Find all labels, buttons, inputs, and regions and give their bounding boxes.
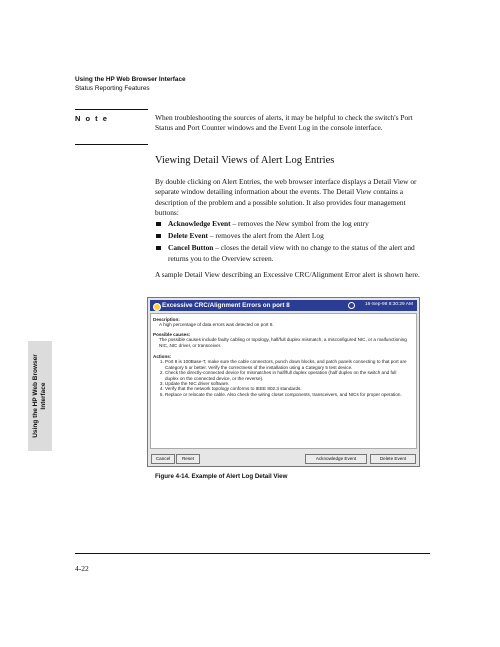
action-item: 3. Update the NIC driver software. — [165, 381, 411, 386]
clock-icon — [348, 302, 355, 309]
bullet-square-icon — [156, 222, 161, 227]
note-rule-bottom — [75, 144, 148, 145]
actions-list — [153, 359, 411, 397]
detail-view-screenshot — [147, 297, 420, 467]
detail-view-timestamp: 16-Sep-98 8:30:29 AM — [364, 302, 413, 308]
acknowledge-event-button[interactable]: Acknowledge Event — [305, 454, 367, 464]
sample-paragraph: A sample Detail View describing an Excessive CRC/Alignment Error alert is shown here. — [155, 270, 420, 279]
note-label: N o t e — [75, 114, 109, 123]
running-header-subtitle: Status Reporting Features — [75, 85, 150, 92]
bullet-term: Delete Event — [168, 231, 209, 241]
management-buttons-list — [155, 219, 430, 266]
detail-view-panel — [150, 313, 417, 449]
actions-section — [153, 354, 411, 397]
bullet-square-icon — [156, 234, 161, 239]
intro-paragraph: By double clicking on Alert Entries, the web browser interface displays a Detail View or separate window detailing information about the events. The Detail View contains a description of the problem and a possible solution. It also provides four management buttons: — [155, 177, 417, 217]
bullet-term: Cancel Button — [168, 243, 214, 253]
note-rule-top — [75, 109, 148, 110]
list-item — [155, 231, 430, 241]
page-number: 4-22 — [75, 564, 89, 573]
side-tab-line: Using the HP Web Browser — [32, 354, 39, 438]
note-text: When troubleshooting the sources of alerts, it may be helpful to check the switch's Port Status and Port Counter windows and the Event Log in the console interface. — [155, 113, 413, 132]
chapter-side-tab-label — [32, 354, 48, 438]
figure-caption: Figure 4-14. Example of Alert Log Detail View — [155, 473, 288, 480]
detail-view-titlebar — [150, 300, 417, 311]
action-item: 5. Replace or relocate the cable. Also check the wiring closet components, transceivers, and NICs for proper operation. — [165, 392, 411, 397]
list-item — [155, 219, 430, 229]
section-heading: Viewing Detail Views of Alert Log Entries — [155, 155, 335, 166]
causes-section — [153, 332, 411, 348]
reset-button[interactable]: Reset — [176, 454, 200, 464]
side-tab-line: Interface — [40, 382, 47, 410]
detail-view-title: Excessive CRC/Alignment Errors on port 8 — [162, 301, 290, 309]
bullet-desc: – removes the alert from the Alert Log — [208, 231, 324, 241]
bullet-desc: – removes the New symbol from the log entry — [230, 219, 369, 228]
causes-text: The possible causes include faulty cabling or topology, half/full duplex mismatch, a misconfigured NIC, or a malfunctioning NIC, NIC driver, or transceiver. — [159, 337, 407, 348]
bullet-square-icon — [156, 246, 161, 251]
action-item: 4. Verify that the network topology conforms to IEEE 802.3 standards. — [165, 386, 411, 391]
action-item: 1. Port 8 is 100Base-T, make sure the cable connectors, punch down blocks, and patch panels connecting to that port are Category 5 or better. Verify the correctness of the installation using a Category 5 test device. — [165, 359, 411, 370]
action-item: 2. Check the directly-connected device for mismatches in half/full duplex operation (half duplex on the switch and full duplex on the connected device, or the reverse). — [165, 370, 411, 381]
description-section — [153, 317, 411, 328]
footer-rule — [75, 553, 430, 554]
cancel-button[interactable]: Cancel — [151, 454, 175, 464]
bullet-desc: – closes the detail view with no change to the status of the alert and returns you to the Overview screen. — [168, 243, 415, 263]
list-item — [155, 243, 430, 263]
description-label: Description: — [153, 317, 180, 322]
alert-dot-icon — [153, 303, 161, 311]
causes-label: Possible causes: — [153, 332, 191, 337]
running-header-title: Using the HP Web Browser Interface — [75, 76, 186, 83]
actions-label: Actions: — [153, 354, 172, 359]
description-text: A high percentage of data errors was detected on port 8. — [159, 322, 274, 328]
delete-event-button[interactable]: Delete Event — [370, 454, 416, 464]
bullet-term: Acknowledge Event — [168, 219, 231, 228]
